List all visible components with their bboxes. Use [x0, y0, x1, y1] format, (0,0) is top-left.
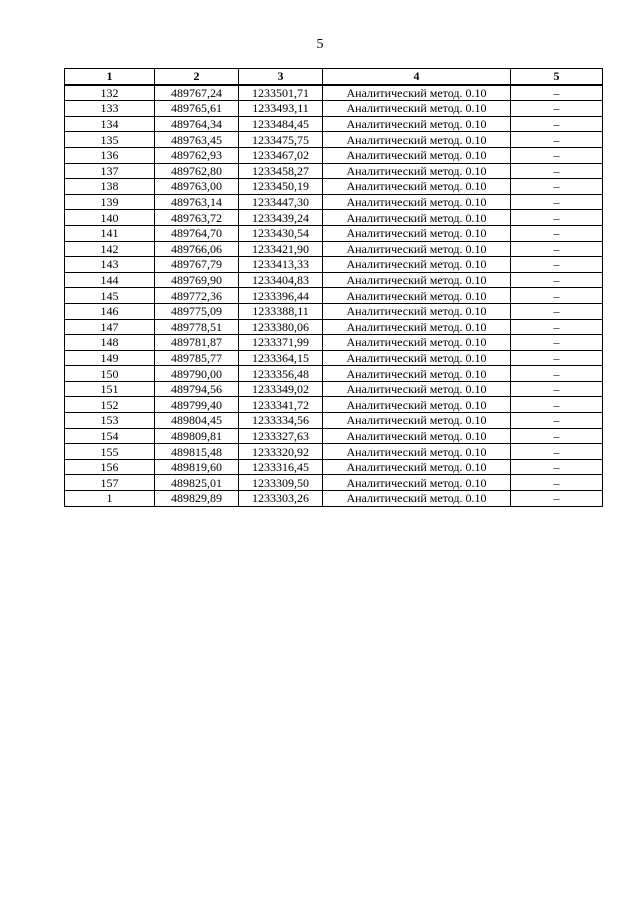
x-coordinate-cell: 489815,48 [155, 444, 239, 460]
y-coordinate-cell: 1233430,54 [239, 225, 323, 241]
note-cell: – [511, 210, 603, 226]
point-number-cell: 155 [65, 444, 155, 460]
y-coordinate-cell: 1233309,50 [239, 475, 323, 491]
table-header-row [65, 69, 603, 85]
table-row [65, 491, 603, 507]
x-coordinate-cell: 489763,00 [155, 179, 239, 195]
table-row [65, 132, 603, 148]
note-cell: – [511, 459, 603, 475]
note-cell: – [511, 272, 603, 288]
x-coordinate-cell: 489765,61 [155, 101, 239, 117]
note-cell: – [511, 413, 603, 429]
method-cell: Аналитический метод. 0.10 [323, 475, 511, 491]
method-cell: Аналитический метод. 0.10 [323, 101, 511, 117]
point-number-cell: 143 [65, 257, 155, 273]
note-cell: – [511, 194, 603, 210]
table-row [65, 413, 603, 429]
y-coordinate-cell: 1233327,63 [239, 428, 323, 444]
method-cell: Аналитический метод. 0.10 [323, 194, 511, 210]
table-row [65, 366, 603, 382]
y-coordinate-cell: 1233493,11 [239, 101, 323, 117]
table-row [65, 350, 603, 366]
method-cell: Аналитический метод. 0.10 [323, 288, 511, 304]
table-row [65, 397, 603, 413]
x-coordinate-cell: 489764,34 [155, 116, 239, 132]
method-cell: Аналитический метод. 0.10 [323, 444, 511, 460]
method-cell: Аналитический метод. 0.10 [323, 179, 511, 195]
note-cell: – [511, 85, 603, 101]
y-coordinate-cell: 1233484,45 [239, 116, 323, 132]
table-row [65, 459, 603, 475]
table-row [65, 179, 603, 195]
column-header-1: 1 [65, 69, 155, 85]
method-cell: Аналитический метод. 0.10 [323, 335, 511, 351]
y-coordinate-cell: 1233450,19 [239, 179, 323, 195]
note-cell: – [511, 147, 603, 163]
note-cell: – [511, 225, 603, 241]
x-coordinate-cell: 489778,51 [155, 319, 239, 335]
y-coordinate-cell: 1233334,56 [239, 413, 323, 429]
method-cell: Аналитический метод. 0.10 [323, 491, 511, 507]
point-number-cell: 153 [65, 413, 155, 429]
table-row [65, 225, 603, 241]
note-cell: – [511, 397, 603, 413]
note-cell: – [511, 288, 603, 304]
point-number-cell: 135 [65, 132, 155, 148]
method-cell: Аналитический метод. 0.10 [323, 272, 511, 288]
note-cell: – [511, 179, 603, 195]
point-number-cell: 146 [65, 303, 155, 319]
y-coordinate-cell: 1233380,06 [239, 319, 323, 335]
point-number-cell: 138 [65, 179, 155, 195]
y-coordinate-cell: 1233396,44 [239, 288, 323, 304]
method-cell: Аналитический метод. 0.10 [323, 381, 511, 397]
note-cell: – [511, 350, 603, 366]
table-body [65, 85, 603, 507]
x-coordinate-cell: 489825,01 [155, 475, 239, 491]
note-cell: – [511, 335, 603, 351]
table-row [65, 101, 603, 117]
note-cell: – [511, 428, 603, 444]
method-cell: Аналитический метод. 0.10 [323, 303, 511, 319]
coordinates-table [64, 68, 603, 507]
note-cell: – [511, 491, 603, 507]
method-cell: Аналитический метод. 0.10 [323, 257, 511, 273]
note-cell: – [511, 319, 603, 335]
table-row [65, 303, 603, 319]
y-coordinate-cell: 1233404,83 [239, 272, 323, 288]
note-cell: – [511, 163, 603, 179]
x-coordinate-cell: 489769,90 [155, 272, 239, 288]
method-cell: Аналитический метод. 0.10 [323, 132, 511, 148]
y-coordinate-cell: 1233364,15 [239, 350, 323, 366]
column-header-3: 3 [239, 69, 323, 85]
y-coordinate-cell: 1233303,26 [239, 491, 323, 507]
x-coordinate-cell: 489781,87 [155, 335, 239, 351]
table-row [65, 241, 603, 257]
y-coordinate-cell: 1233371,99 [239, 335, 323, 351]
table-row [65, 210, 603, 226]
y-coordinate-cell: 1233447,30 [239, 194, 323, 210]
x-coordinate-cell: 489763,72 [155, 210, 239, 226]
table-row [65, 257, 603, 273]
method-cell: Аналитический метод. 0.10 [323, 116, 511, 132]
table-row [65, 288, 603, 304]
point-number-cell: 1 [65, 491, 155, 507]
method-cell: Аналитический метод. 0.10 [323, 350, 511, 366]
point-number-cell: 141 [65, 225, 155, 241]
method-cell: Аналитический метод. 0.10 [323, 413, 511, 429]
table-row [65, 116, 603, 132]
x-coordinate-cell: 489790,00 [155, 366, 239, 382]
x-coordinate-cell: 489762,93 [155, 147, 239, 163]
table-row [65, 475, 603, 491]
y-coordinate-cell: 1233458,27 [239, 163, 323, 179]
note-cell: – [511, 241, 603, 257]
y-coordinate-cell: 1233475,75 [239, 132, 323, 148]
method-cell: Аналитический метод. 0.10 [323, 163, 511, 179]
x-coordinate-cell: 489763,14 [155, 194, 239, 210]
point-number-cell: 152 [65, 397, 155, 413]
point-number-cell: 148 [65, 335, 155, 351]
method-cell: Аналитический метод. 0.10 [323, 147, 511, 163]
method-cell: Аналитический метод. 0.10 [323, 428, 511, 444]
note-cell: – [511, 366, 603, 382]
method-cell: Аналитический метод. 0.10 [323, 366, 511, 382]
point-number-cell: 133 [65, 101, 155, 117]
point-number-cell: 151 [65, 381, 155, 397]
table-row [65, 194, 603, 210]
y-coordinate-cell: 1233388,11 [239, 303, 323, 319]
table-row [65, 147, 603, 163]
point-number-cell: 134 [65, 116, 155, 132]
x-coordinate-cell: 489767,24 [155, 85, 239, 101]
method-cell: Аналитический метод. 0.10 [323, 459, 511, 475]
note-cell: – [511, 475, 603, 491]
method-cell: Аналитический метод. 0.10 [323, 85, 511, 101]
x-coordinate-cell: 489809,81 [155, 428, 239, 444]
column-header-4: 4 [323, 69, 511, 85]
point-number-cell: 147 [65, 319, 155, 335]
y-coordinate-cell: 1233501,71 [239, 85, 323, 101]
table-row [65, 428, 603, 444]
x-coordinate-cell: 489785,77 [155, 350, 239, 366]
x-coordinate-cell: 489829,89 [155, 491, 239, 507]
x-coordinate-cell: 489767,79 [155, 257, 239, 273]
point-number-cell: 140 [65, 210, 155, 226]
note-cell: – [511, 303, 603, 319]
point-number-cell: 150 [65, 366, 155, 382]
method-cell: Аналитический метод. 0.10 [323, 225, 511, 241]
x-coordinate-cell: 489764,70 [155, 225, 239, 241]
point-number-cell: 137 [65, 163, 155, 179]
y-coordinate-cell: 1233467,02 [239, 147, 323, 163]
column-header-5: 5 [511, 69, 603, 85]
point-number-cell: 142 [65, 241, 155, 257]
note-cell: – [511, 116, 603, 132]
x-coordinate-cell: 489804,45 [155, 413, 239, 429]
table-row [65, 335, 603, 351]
point-number-cell: 149 [65, 350, 155, 366]
x-coordinate-cell: 489772,36 [155, 288, 239, 304]
x-coordinate-cell: 489799,40 [155, 397, 239, 413]
y-coordinate-cell: 1233413,33 [239, 257, 323, 273]
point-number-cell: 145 [65, 288, 155, 304]
table-row [65, 85, 603, 101]
table-row [65, 381, 603, 397]
method-cell: Аналитический метод. 0.10 [323, 210, 511, 226]
point-number-cell: 139 [65, 194, 155, 210]
method-cell: Аналитический метод. 0.10 [323, 241, 511, 257]
table-row [65, 272, 603, 288]
x-coordinate-cell: 489763,45 [155, 132, 239, 148]
point-number-cell: 136 [65, 147, 155, 163]
y-coordinate-cell: 1233349,02 [239, 381, 323, 397]
method-cell: Аналитический метод. 0.10 [323, 397, 511, 413]
x-coordinate-cell: 489762,80 [155, 163, 239, 179]
point-number-cell: 132 [65, 85, 155, 101]
note-cell: – [511, 444, 603, 460]
point-number-cell: 156 [65, 459, 155, 475]
table-row [65, 444, 603, 460]
y-coordinate-cell: 1233320,92 [239, 444, 323, 460]
note-cell: – [511, 132, 603, 148]
y-coordinate-cell: 1233356,48 [239, 366, 323, 382]
y-coordinate-cell: 1233421,90 [239, 241, 323, 257]
x-coordinate-cell: 489794,56 [155, 381, 239, 397]
note-cell: – [511, 257, 603, 273]
y-coordinate-cell: 1233316,45 [239, 459, 323, 475]
y-coordinate-cell: 1233439,24 [239, 210, 323, 226]
note-cell: – [511, 101, 603, 117]
x-coordinate-cell: 489766,06 [155, 241, 239, 257]
x-coordinate-cell: 489775,09 [155, 303, 239, 319]
table-row [65, 319, 603, 335]
page-number: 5 [316, 37, 324, 52]
x-coordinate-cell: 489819,60 [155, 459, 239, 475]
note-cell: – [511, 381, 603, 397]
point-number-cell: 154 [65, 428, 155, 444]
column-header-2: 2 [155, 69, 239, 85]
point-number-cell: 144 [65, 272, 155, 288]
method-cell: Аналитический метод. 0.10 [323, 319, 511, 335]
point-number-cell: 157 [65, 475, 155, 491]
y-coordinate-cell: 1233341,72 [239, 397, 323, 413]
table-row [65, 163, 603, 179]
